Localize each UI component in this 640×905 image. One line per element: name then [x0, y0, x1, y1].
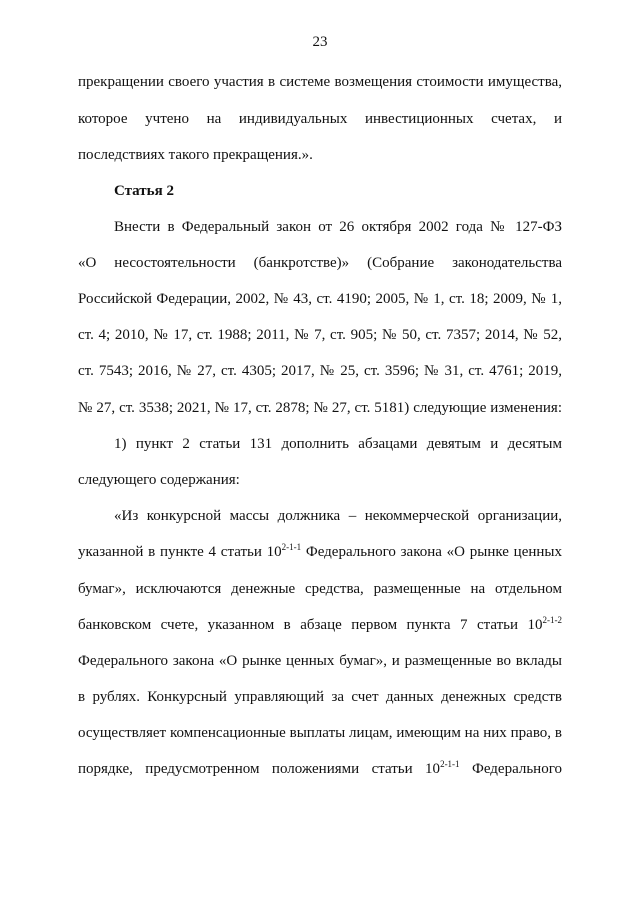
text-line-13: «Из конкурсной массы должника – некоммерческой организации,	[114, 508, 562, 524]
text-line-5: Внести в Федеральный закон от 26 октября 2002 года № 127-ФЗ	[114, 219, 562, 235]
text-line-12: следующего содержания:	[78, 472, 240, 488]
superscript: 2-1-1	[281, 542, 302, 552]
text-line-8: ст. 4; 2010, № 17, ст. 1988; 2011, № 7, ст. 905; № 50, ст. 7357; 2014, № 52,	[78, 327, 562, 343]
text-line-7: Российской Федерации, 2002, № 43, ст. 4190; 2005, № 1, ст. 18; 2009, № 1,	[78, 291, 562, 307]
text-line-17: Федерального закона «О рынке ценных бумаг», и размещенные во вклады	[78, 653, 562, 669]
text-fragment: порядке, предусмотренном положениями статьи 10	[78, 761, 441, 777]
text-line-18: в рублях. Конкурсный управляющий за счет данных денежных средств	[78, 689, 562, 705]
text-line-9: ст. 7543; 2016, № 27, ст. 4305; 2017, № 25, ст. 3596; № 31, ст. 4761; 2019,	[78, 363, 562, 379]
text-line-2: которое учтено на индивидуальных инвестиционных счетах, и	[78, 111, 562, 127]
text-line-10: № 27, ст. 3538; 2021, № 17, ст. 2878; № 27, ст. 5181) следующие изменения:	[78, 400, 562, 416]
text-fragment: Федерального	[459, 761, 562, 777]
text-line-19: осуществляет компенсационные выплаты лицам, имеющим на них право, в	[78, 725, 562, 741]
superscript: 2-1-2	[542, 615, 562, 625]
text-line-6: «О несостоятельности (банкротстве)» (Собрание законодательства	[78, 255, 562, 271]
page-number: 23	[312, 34, 328, 50]
text-line-16	[78, 616, 562, 634]
text-line-14	[78, 543, 562, 561]
text-line-3: последствиях такого прекращения.».	[78, 147, 313, 163]
text-line-20	[78, 760, 562, 778]
text-fragment: банковском счете, указанном в абзаце первом пункта 7 статьи 10	[78, 617, 543, 633]
text-line-1: прекращении своего участия в системе возмещения стоимости имущества,	[78, 74, 562, 90]
text-line-15: бумаг», исключаются денежные средства, размещенные на отдельном	[78, 581, 562, 597]
text-line-11: 1) пункт 2 статьи 131 дополнить абзацами девятым и десятым	[114, 436, 562, 452]
superscript: 2-1-1	[440, 759, 460, 769]
text-fragment: указанной в пункте 4 статьи 10	[78, 544, 282, 560]
article-heading: Статья 2	[114, 183, 174, 199]
text-fragment: Федерального закона «О рынке ценных	[301, 544, 562, 560]
